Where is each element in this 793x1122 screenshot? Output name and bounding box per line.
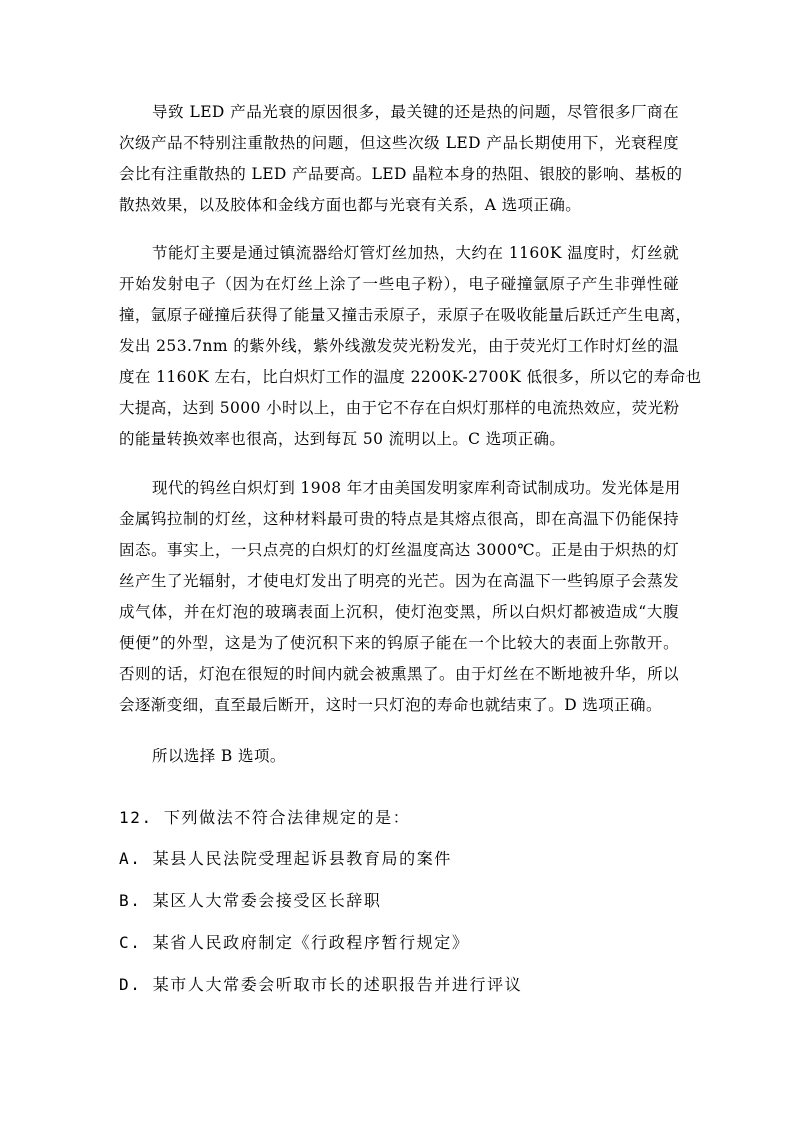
answer-conclusion [119,741,679,772]
text-line: 度在 1160K 左右，比白炽灯工作的温度 2200K-2700K 低很多，所以它的寿命也 [119,368,702,386]
text-line: 现代的钨丝白炽灯到 1908 年才由美国发明家库利奇试制成功。发光体是用 [152,479,681,497]
option-d: D. 某市人大常委会听取市长的述职报告并进行评议 [119,975,523,994]
explanation-paragraph-3 [119,473,679,721]
option-a: A. 某县人民法院受理起诉县教育局的案件 [119,849,452,868]
text-line: 次级产品不特别注重散热的问题，但这些次级 LED 产品长期使用下，光衰程度 [119,134,679,152]
text-line: 的能量转换效率也很高，达到每瓦 50 流明以上。C 选项正确。 [119,430,566,448]
text-line: 金属钨拉制的灯丝，这种材料最可贵的特点是其熔点很高，即在高温下仍能保持 [119,510,679,528]
text-line: 导致 LED 产品光衰的原因很多，最关键的还是热的问题，尽管很多厂商在 [152,103,679,121]
text-line: 散热效果，以及胶体和金线方面也都与光衰有关系，A 选项正确。 [119,196,582,214]
text-line: 开始发射电子（因为在灯丝上涂了一些电子粉），电子碰撞氩原子产生非弹性碰 [119,275,679,293]
question-stem: 12. 下列做法不符合法律规定的是： [119,808,411,827]
text-line: 便便”的外型，这是为了使沉积下来的钨原子能在一个比较大的表面上弥散开。 [119,634,679,652]
explanation-paragraph-2 [119,238,702,455]
text-line: 会逐渐变细，直至最后断开，这时一只灯泡的寿命也就结束了。D 选项正确。 [119,696,662,714]
text-line: 发出 253.7nm 的紫外线，紫外线激发荧光粉发光，由于荧光灯工作时灯丝的温 [119,337,679,355]
option-c: C. 某省人民政府制定《行政程序暂行规定》 [119,933,470,952]
text-line: 丝产生了光辐射，才使电灯发出了明亮的光芒。因为在高温下一些钨原子会蒸发 [119,572,679,590]
text-line: 大提高，达到 5000 小时以上，由于它不存在白炽灯那样的电流热效应，荧光粉 [119,399,680,417]
text-line: 会比有注重散热的 LED 产品要高。LED 晶粒本身的热阻、银胶的影响、基板的 [119,165,683,183]
text-line: 所以选择 B 选项。 [152,747,286,765]
text-line: 成气体，并在灯泡的玻璃表面上沉积，使灯泡变黑，所以白炽灯都被造成“大腹 [119,603,679,621]
explanation-paragraph-1 [119,97,683,221]
option-b: B. 某区人大常委会接受区长辞职 [119,891,382,910]
text-line: 固态。事实上，一只点亮的白炽灯的灯丝温度高达 3000℃。正是由于炽热的灯 [119,541,679,559]
text-line: 撞，氩原子碰撞后获得了能量又撞击汞原子，汞原子在吸收能量后跃迁产生电离， [119,306,692,324]
text-line: 节能灯主要是通过镇流器给灯管灯丝加热，大约在 1160K 温度时，灯丝就 [152,244,679,262]
text-line: 否则的话，灯泡在很短的时间内就会被熏黑了。由于灯丝在不断地被升华，所以 [119,665,679,683]
